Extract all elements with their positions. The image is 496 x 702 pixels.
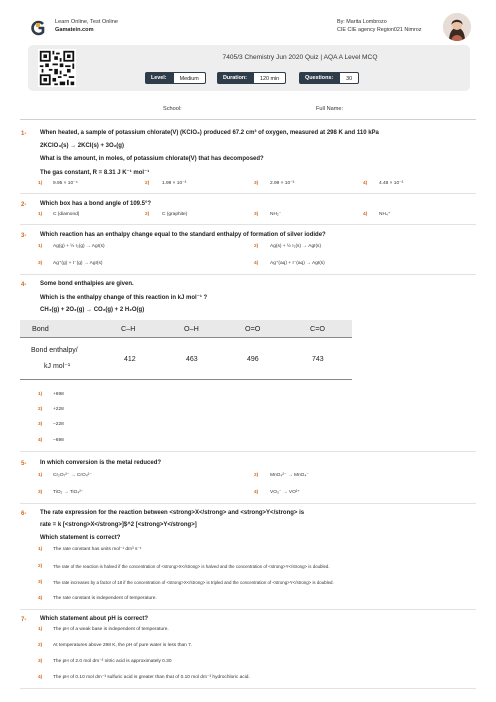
option-number[interactable]: 4) — [363, 212, 368, 217]
questions-value: 30 — [339, 72, 359, 84]
brand-site[interactable]: Gamatein.com — [55, 27, 94, 33]
question-number: 7- — [21, 617, 27, 623]
question-divider — [20, 274, 476, 275]
duration-value: 120 min — [253, 72, 286, 84]
question-divider — [20, 609, 476, 610]
level-badge — [145, 72, 206, 84]
option-number[interactable]: 2) — [145, 181, 150, 186]
option-number[interactable]: 2) — [38, 643, 43, 648]
option-text[interactable]: Ag⁺(g) + I⁻(g) → AgI(s) — [53, 261, 103, 266]
question-divider — [20, 193, 476, 194]
option-number[interactable]: 1) — [38, 627, 43, 632]
table-cell: 496 — [247, 356, 259, 363]
question-text: The rate expression for the reaction between <strong>X</strong> and <strong>Y</strong> is — [40, 510, 305, 516]
option-number[interactable]: 3) — [38, 580, 43, 585]
level-value: Medium — [173, 72, 206, 84]
option-number[interactable]: 1) — [38, 244, 43, 249]
avatar — [443, 13, 471, 41]
question-text: Some bond enthalpies are given. — [40, 281, 134, 287]
option-text[interactable]: 2.99 × 10⁻³ — [270, 181, 295, 186]
option-text[interactable]: MnO₄²⁻ → MnO₄⁻ — [270, 473, 309, 478]
option-text[interactable]: NH₄⁺ — [379, 212, 391, 217]
option-number[interactable]: 1) — [38, 392, 43, 397]
option-text[interactable]: The rate of the reaction is halved if the concentration of <strong>X</strong> is halved and the concentration of <strong>Y</strong> is doubled. — [53, 564, 330, 569]
option-number[interactable]: 3) — [38, 422, 43, 427]
gamatein-logo — [30, 20, 46, 36]
option-text[interactable]: Ag(g) + ½ I₂(g) → AgI(s) — [53, 244, 105, 249]
question-text: In which conversion is the metal reduced? — [40, 460, 162, 466]
table-cell: 743 — [312, 356, 324, 363]
option-text[interactable]: +698 — [53, 392, 64, 397]
option-text[interactable]: +228 — [53, 407, 64, 412]
table-cell: 412 — [124, 356, 136, 363]
option-text[interactable]: −698 — [53, 438, 64, 443]
quiz-info-panel — [28, 45, 470, 91]
option-number[interactable]: 2) — [38, 564, 43, 569]
option-text[interactable]: Cr₂O₇²⁻ → CrO₄²⁻ — [53, 473, 92, 478]
option-text[interactable]: The pH of a weak base is independent of temperature. — [53, 627, 169, 632]
option-number[interactable]: 3) — [254, 181, 259, 186]
option-text[interactable]: C (graphite) — [162, 212, 188, 217]
option-number[interactable]: 1) — [38, 473, 43, 478]
question-number: 6- — [21, 511, 27, 517]
table-header-cell: C–H — [121, 324, 136, 333]
option-text[interactable]: The rate constant is independent of temperature. — [53, 596, 157, 601]
qr-code-icon — [38, 49, 76, 87]
question-text: What is the amount, in moles, of potassium chlorate(V) that has decomposed? — [40, 156, 264, 162]
option-number[interactable]: 2) — [254, 244, 259, 249]
option-number[interactable]: 2) — [38, 407, 43, 412]
questions-badge — [299, 72, 359, 84]
duration-label: Duration: — [217, 72, 253, 84]
question-equation: 2KClO₃(s) → 2KCl(s) + 3O₂(g) — [40, 143, 124, 149]
option-number[interactable]: 3) — [38, 659, 43, 664]
option-number[interactable]: 3) — [38, 261, 43, 266]
option-text[interactable]: 9.95 × 10⁻⁴ — [53, 181, 78, 186]
school-label: School: — [163, 106, 182, 112]
table-header-cell: O=O — [245, 324, 261, 333]
fullname-label: Full Name: — [316, 106, 344, 112]
option-number[interactable]: 4) — [38, 438, 43, 443]
option-number[interactable]: 4) — [363, 181, 368, 186]
option-text[interactable]: Ag⁺(aq) + I⁻(aq) → AgI(s) — [270, 261, 325, 266]
option-text[interactable]: TiO₂ → TiO₄²⁻ — [53, 490, 84, 495]
option-number[interactable]: 4) — [254, 261, 259, 266]
question-equation: CH₄(g) + 2O₂(g) → CO₂(g) + 2 H₂O(g) — [40, 307, 145, 313]
header-divider — [20, 119, 476, 120]
option-text[interactable]: VO₃⁻ → VO²⁺ — [270, 490, 300, 495]
question-number: 5- — [21, 461, 27, 467]
option-text[interactable]: 4.48 × 10⁻³ — [379, 181, 404, 186]
question-text: When heated, a sample of potassium chlorate(V) (KClO₃) produced 67.2 cm³ of oxygen, measured at 298 K and 110 kPa — [40, 130, 379, 136]
question-text: Which statement is correct? — [40, 535, 121, 541]
option-number[interactable]: 4) — [38, 675, 43, 680]
option-text[interactable]: 1.99 × 10⁻³ — [162, 181, 187, 186]
table-cell: 463 — [186, 356, 198, 363]
question-text: Which statement about pH is correct? — [40, 616, 149, 622]
option-text[interactable]: C (diamond) — [53, 212, 80, 217]
questions-label: Questions: — [299, 72, 339, 84]
question-divider — [20, 503, 476, 504]
option-number[interactable]: 1) — [38, 212, 43, 217]
table-row-unit: kJ mol⁻¹ — [44, 363, 71, 370]
question-text: rate = k [<strong>X</strong>]$^2 [<strong>Y</strong>] — [40, 522, 197, 528]
question-number: 3- — [21, 233, 27, 239]
author-affiliation: CIE CIE agency Region021 Nimroz — [337, 27, 422, 33]
level-label: Level: — [145, 72, 173, 84]
question-text: Which reaction has an enthalpy change equal to the standard enthalpy of formation of silver iodide? — [40, 232, 326, 238]
author-name: By: Marita Lombrozo — [337, 19, 387, 25]
option-number[interactable]: 4) — [38, 596, 43, 601]
option-number[interactable]: 3) — [38, 490, 43, 495]
question-number: 4- — [21, 282, 27, 288]
duration-badge — [217, 72, 286, 84]
table-row-label: Bond enthalpy/ — [31, 347, 78, 354]
option-text[interactable]: The pH of 0.10 mol dm⁻³ sulfuric acid is greater than that of 0.10 mol dm⁻³ hydrochloric acid. — [53, 675, 250, 680]
option-text[interactable]: NH₂⁻ — [270, 212, 282, 217]
question-divider — [20, 224, 476, 225]
table-header-cell: C=O — [310, 324, 325, 333]
option-number[interactable]: 1) — [38, 181, 43, 186]
option-number[interactable]: 2) — [145, 212, 150, 217]
quiz-title: 7405/3 Chemistry Jun 2020 Quiz | AQA A Level MCQ — [222, 54, 378, 61]
question-text: Which is the enthalpy change of this reaction in kJ mol⁻¹ ? — [40, 295, 208, 301]
question-divider — [20, 688, 476, 689]
option-text[interactable]: At temperatures above 298 K, the pH of pure water is less than 7. — [53, 643, 193, 648]
option-number[interactable]: 2) — [254, 473, 259, 478]
option-text[interactable]: Ag(s) + ½ I₂(s) → AgI(s) — [270, 244, 322, 249]
option-text[interactable]: The pH of 2.0 mol dm⁻³ nitric acid is approximately 0.30 — [53, 659, 172, 664]
brand-tagline: Learn Online, Test Online — [55, 19, 119, 25]
table-header-cell: O–H — [184, 324, 199, 333]
option-number[interactable]: 4) — [254, 490, 259, 495]
table-header-cell: Bond — [32, 324, 49, 333]
question-number: 1- — [21, 131, 27, 137]
question-text: Which box has a bond angle of 109.5°? — [40, 201, 152, 207]
option-text[interactable]: −228 — [53, 422, 64, 427]
option-number[interactable]: 3) — [254, 212, 259, 217]
option-text[interactable]: The rate constant has units mol⁻¹ dm³ s⁻¹ — [53, 547, 142, 552]
question-number: 2- — [21, 202, 27, 208]
option-text[interactable]: The rate increases by a factor of 18 if the concentration of <strong>X</strong> is tripled and the concentration of <strong>Y</strong> is doubled. — [53, 580, 334, 585]
option-number[interactable]: 1) — [38, 547, 43, 552]
question-text: The gas constant, R = 8.31 J K⁻¹ mol⁻¹ — [40, 170, 150, 176]
question-divider — [20, 451, 476, 452]
